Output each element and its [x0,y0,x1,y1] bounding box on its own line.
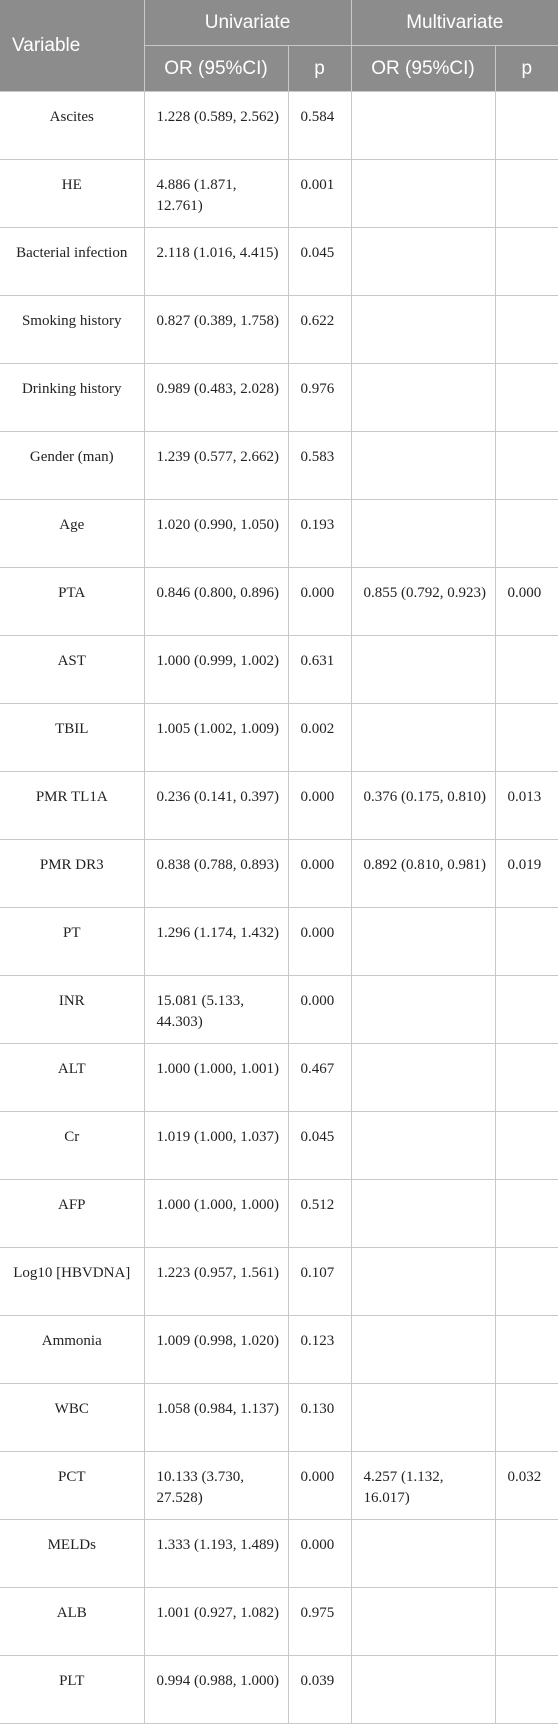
table-row [0,432,558,500]
header-row-groups [0,0,558,46]
univariate-p-cell: 0.976 [288,364,351,432]
multivariate-or-cell [351,908,495,976]
multivariate-p-cell: 0.000 [495,568,558,636]
variable-cell: PT [0,908,144,976]
table-row [0,976,558,1044]
variable-cell: Gender (man) [0,432,144,500]
multivariate-p-cell [495,160,558,228]
header-univariate-p: p [288,46,351,92]
univariate-or-cell: 1.239 (0.577, 2.662) [144,432,288,500]
header-univariate-or: OR (95%CI) [144,46,288,92]
multivariate-or-cell [351,500,495,568]
multivariate-p-cell [495,976,558,1044]
table-row [0,1384,558,1452]
multivariate-or-cell [351,92,495,160]
variable-cell: Log10 [HBVDNA] [0,1248,144,1316]
univariate-p-cell: 0.107 [288,1248,351,1316]
univariate-p-cell: 0.123 [288,1316,351,1384]
multivariate-or-cell [351,364,495,432]
variable-cell: Smoking history [0,296,144,364]
variable-cell: ALT [0,1044,144,1112]
multivariate-p-cell [495,92,558,160]
univariate-p-cell: 0.130 [288,1384,351,1452]
multivariate-p-cell [495,1520,558,1588]
univariate-or-cell: 1.333 (1.193, 1.489) [144,1520,288,1588]
univariate-p-cell: 0.000 [288,568,351,636]
table-row [0,1588,558,1656]
univariate-p-cell: 0.000 [288,1520,351,1588]
univariate-p-cell: 0.631 [288,636,351,704]
univariate-p-cell: 0.584 [288,92,351,160]
univariate-or-cell: 0.827 (0.389, 1.758) [144,296,288,364]
univariate-or-cell: 1.000 (0.999, 1.002) [144,636,288,704]
table-row [0,296,558,364]
variable-cell: Ascites [0,92,144,160]
multivariate-or-cell: 0.855 (0.792, 0.923) [351,568,495,636]
multivariate-p-cell [495,1180,558,1248]
multivariate-p-cell [495,228,558,296]
table-row [0,92,558,160]
variable-cell: INR [0,976,144,1044]
table-row [0,908,558,976]
variable-cell: Cr [0,1112,144,1180]
multivariate-p-cell: 0.013 [495,772,558,840]
univariate-or-cell: 1.019 (1.000, 1.037) [144,1112,288,1180]
univariate-or-cell: 10.133 (3.730, 27.528) [144,1452,288,1520]
variable-cell: ALB [0,1588,144,1656]
variable-cell: PTA [0,568,144,636]
multivariate-p-cell [495,1316,558,1384]
multivariate-p-cell [495,1112,558,1180]
multivariate-p-cell [495,1248,558,1316]
multivariate-or-cell [351,432,495,500]
multivariate-or-cell [351,160,495,228]
univariate-or-cell: 1.296 (1.174, 1.432) [144,908,288,976]
univariate-p-cell: 0.045 [288,228,351,296]
table-row [0,1316,558,1384]
header-variable: Variable [0,0,144,92]
variable-cell: PMR DR3 [0,840,144,908]
table-body [0,92,558,1724]
multivariate-p-cell [495,296,558,364]
univariate-or-cell: 0.846 (0.800, 0.896) [144,568,288,636]
multivariate-or-cell [351,1316,495,1384]
multivariate-or-cell [351,296,495,364]
multivariate-or-cell [351,1656,495,1724]
univariate-or-cell: 1.001 (0.927, 1.082) [144,1588,288,1656]
variable-cell: Bacterial infection [0,228,144,296]
variable-cell: HE [0,160,144,228]
table-row [0,840,558,908]
univariate-or-cell: 15.081 (5.133, 44.303) [144,976,288,1044]
variable-cell: AFP [0,1180,144,1248]
univariate-p-cell: 0.512 [288,1180,351,1248]
univariate-p-cell: 0.193 [288,500,351,568]
univariate-or-cell: 0.989 (0.483, 2.028) [144,364,288,432]
univariate-or-cell: 1.020 (0.990, 1.050) [144,500,288,568]
univariate-or-cell: 1.000 (1.000, 1.000) [144,1180,288,1248]
multivariate-p-cell [495,704,558,772]
multivariate-or-cell [351,228,495,296]
variable-cell: WBC [0,1384,144,1452]
multivariate-p-cell [495,432,558,500]
univariate-p-cell: 0.467 [288,1044,351,1112]
table-row [0,1044,558,1112]
table-row [0,772,558,840]
univariate-p-cell: 0.039 [288,1656,351,1724]
multivariate-or-cell [351,636,495,704]
variable-cell: MELDs [0,1520,144,1588]
multivariate-or-cell: 0.892 (0.810, 0.981) [351,840,495,908]
variable-cell: AST [0,636,144,704]
header-multivariate: Multivariate [351,0,558,46]
table-row [0,500,558,568]
univariate-or-cell: 1.005 (1.002, 1.009) [144,704,288,772]
multivariate-or-cell [351,976,495,1044]
table-row [0,1112,558,1180]
header-multivariate-p: p [495,46,558,92]
multivariate-or-cell [351,1384,495,1452]
table-row [0,636,558,704]
header-univariate: Univariate [144,0,351,46]
variable-cell: Drinking history [0,364,144,432]
univariate-p-cell: 0.622 [288,296,351,364]
multivariate-p-cell [495,1384,558,1452]
variable-cell: Ammonia [0,1316,144,1384]
multivariate-or-cell [351,1044,495,1112]
univariate-p-cell: 0.000 [288,908,351,976]
table-row [0,1452,558,1520]
univariate-or-cell: 4.886 (1.871, 12.761) [144,160,288,228]
multivariate-or-cell: 0.376 (0.175, 0.810) [351,772,495,840]
multivariate-p-cell [495,908,558,976]
univariate-or-cell: 1.009 (0.998, 1.020) [144,1316,288,1384]
multivariate-p-cell [495,1588,558,1656]
table-row [0,1180,558,1248]
variable-cell: PLT [0,1656,144,1724]
multivariate-or-cell [351,704,495,772]
univariate-p-cell: 0.001 [288,160,351,228]
univariate-or-cell: 1.223 (0.957, 1.561) [144,1248,288,1316]
header-multivariate-or: OR (95%CI) [351,46,495,92]
table-row [0,1520,558,1588]
table-row [0,1248,558,1316]
multivariate-p-cell [495,636,558,704]
univariate-or-cell: 1.058 (0.984, 1.137) [144,1384,288,1452]
univariate-p-cell: 0.000 [288,840,351,908]
multivariate-or-cell [351,1180,495,1248]
multivariate-p-cell: 0.019 [495,840,558,908]
variable-cell: PCT [0,1452,144,1520]
univariate-or-cell: 0.994 (0.988, 1.000) [144,1656,288,1724]
univariate-or-cell: 2.118 (1.016, 4.415) [144,228,288,296]
table-row [0,160,558,228]
multivariate-p-cell [495,364,558,432]
multivariate-p-cell [495,500,558,568]
variable-cell: PMR TL1A [0,772,144,840]
table-row [0,704,558,772]
multivariate-or-cell [351,1588,495,1656]
univariate-p-cell: 0.975 [288,1588,351,1656]
multivariate-or-cell: 4.257 (1.132, 16.017) [351,1452,495,1520]
univariate-p-cell: 0.045 [288,1112,351,1180]
univariate-or-cell: 1.228 (0.589, 2.562) [144,92,288,160]
univariate-or-cell: 0.236 (0.141, 0.397) [144,772,288,840]
variable-cell: TBIL [0,704,144,772]
multivariate-or-cell [351,1248,495,1316]
multivariate-p-cell: 0.032 [495,1452,558,1520]
univariate-p-cell: 0.000 [288,1452,351,1520]
variable-cell: Age [0,500,144,568]
table-row [0,568,558,636]
multivariate-or-cell [351,1112,495,1180]
univariate-p-cell: 0.583 [288,432,351,500]
table-row [0,228,558,296]
univariate-or-cell: 1.000 (1.000, 1.001) [144,1044,288,1112]
table-row [0,364,558,432]
univariate-p-cell: 0.000 [288,976,351,1044]
univariate-p-cell: 0.002 [288,704,351,772]
multivariate-or-cell [351,1520,495,1588]
table-header [0,0,558,92]
table-row [0,1656,558,1724]
univariate-or-cell: 0.838 (0.788, 0.893) [144,840,288,908]
univariate-p-cell: 0.000 [288,772,351,840]
multivariate-p-cell [495,1044,558,1112]
multivariate-p-cell [495,1656,558,1724]
